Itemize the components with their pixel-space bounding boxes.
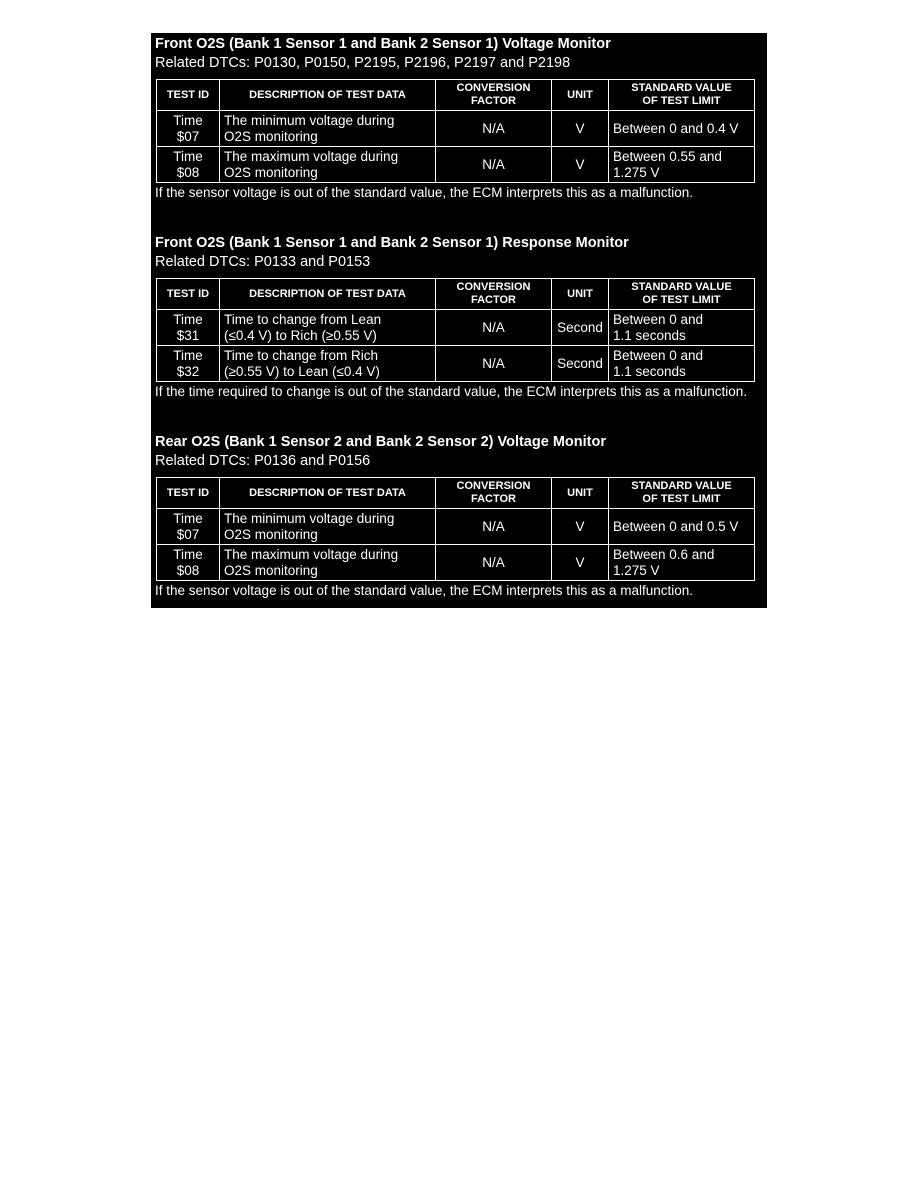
test-data-table — [156, 477, 755, 581]
header-standard-line1: STANDARD VALUE — [631, 82, 732, 94]
table-row — [157, 545, 755, 581]
description-line1: The maximum voltage during — [224, 148, 399, 164]
conversion-cell: N/A — [436, 346, 552, 382]
header-standard-line1: STANDARD VALUE — [631, 281, 732, 293]
section-note: If the sensor voltage is out of the standard value, the ECM interprets this as a malfunction. — [155, 583, 694, 598]
standard-line2: 1.1 seconds — [613, 327, 686, 343]
test-id-line2: $31 — [176, 327, 200, 343]
header-description: DESCRIPTION OF TEST DATA — [220, 478, 436, 509]
standard-value-cell — [609, 111, 755, 147]
description-line2: (≤0.4 V) to Rich (≥0.55 V) — [224, 327, 377, 343]
conversion-cell: N/A — [436, 545, 552, 581]
section-front-response-monitor — [155, 234, 759, 401]
header-standard-line2: OF TEST LIMIT — [642, 294, 721, 306]
header-conversion-line2: FACTOR — [470, 493, 517, 505]
test-id-cell — [157, 111, 220, 147]
standard-line2: 1.1 seconds — [613, 363, 686, 379]
test-id-cell — [157, 147, 220, 183]
standard-line1: Between 0.55 and — [613, 148, 722, 164]
test-id-cell — [157, 545, 220, 581]
description-cell — [220, 111, 436, 147]
description-cell — [220, 509, 436, 545]
header-conversion-line2: FACTOR — [470, 95, 517, 107]
header-standard-line1: STANDARD VALUE — [631, 480, 732, 492]
test-id-line2: $07 — [176, 128, 200, 144]
table-row — [157, 509, 755, 545]
description-line2: O2S monitoring — [224, 562, 318, 578]
description-cell — [220, 545, 436, 581]
section-subtitle: Related DTCs: P0130, P0150, P2195, P2196, P2197 and P2198 — [155, 55, 571, 71]
conversion-cell: N/A — [436, 310, 552, 346]
standard-value-cell — [609, 509, 755, 545]
standard-value-cell — [609, 346, 755, 382]
description-line1: Time to change from Rich — [224, 347, 379, 363]
header-standard-line2: OF TEST LIMIT — [642, 493, 721, 505]
section-subtitle: Related DTCs: P0136 and P0156 — [155, 453, 371, 469]
description-line1: The minimum voltage during — [224, 510, 395, 526]
header-description: DESCRIPTION OF TEST DATA — [220, 279, 436, 310]
header-unit: UNIT — [552, 80, 609, 111]
description-cell — [220, 310, 436, 346]
description-line2: O2S monitoring — [224, 526, 318, 542]
section-title: Front O2S (Bank 1 Sensor 1 and Bank 2 Sensor 1) Response Monitor — [155, 235, 629, 251]
header-test-id: TEST ID — [157, 478, 220, 509]
header-unit: UNIT — [552, 279, 609, 310]
test-data-table — [156, 278, 755, 382]
unit-cell: V — [552, 545, 609, 581]
section-rear-voltage-monitor — [155, 433, 759, 600]
description-cell — [220, 346, 436, 382]
header-standard-line2: OF TEST LIMIT — [642, 95, 721, 107]
standard-value-cell — [609, 147, 755, 183]
table-row — [157, 111, 755, 147]
test-id-line2: $32 — [176, 363, 200, 379]
test-id-line1: Time — [173, 311, 203, 327]
test-id-line2: $08 — [176, 562, 200, 578]
standard-line1: Between 0 and 0.5 V — [613, 518, 739, 534]
section-note: If the sensor voltage is out of the standard value, the ECM interprets this as a malfunction. — [155, 185, 694, 200]
unit-cell: V — [552, 147, 609, 183]
header-standard-value — [609, 80, 755, 111]
description-line2: (≥0.55 V) to Lean (≤0.4 V) — [224, 363, 380, 379]
test-id-line2: $07 — [176, 526, 200, 542]
header-conversion — [436, 279, 552, 310]
table-header-row — [157, 478, 755, 509]
description-line2: O2S monitoring — [224, 164, 318, 180]
description-line1: Time to change from Lean — [224, 311, 382, 327]
standard-line1: Between 0 and 0.4 V — [613, 120, 739, 136]
unit-cell: Second — [552, 346, 609, 382]
section-note: If the time required to change is out of the standard value, the ECM interprets this as a malfunction. — [155, 384, 748, 399]
header-conversion-line1: CONVERSION — [456, 480, 531, 492]
header-standard-value — [609, 478, 755, 509]
standard-line2: 1.275 V — [613, 164, 660, 180]
header-standard-value — [609, 279, 755, 310]
description-line1: The minimum voltage during — [224, 112, 395, 128]
table-header-row — [157, 279, 755, 310]
header-conversion-line1: CONVERSION — [456, 82, 531, 94]
unit-cell: V — [552, 111, 609, 147]
header-conversion-line2: FACTOR — [470, 294, 517, 306]
table-row — [157, 310, 755, 346]
standard-line1: Between 0 and — [613, 347, 704, 363]
header-description: DESCRIPTION OF TEST DATA — [220, 80, 436, 111]
test-data-table — [156, 79, 755, 183]
header-conversion-line1: CONVERSION — [456, 281, 531, 293]
table-row — [157, 346, 755, 382]
section-title: Rear O2S (Bank 1 Sensor 2 and Bank 2 Sensor 2) Voltage Monitor — [155, 434, 606, 450]
standard-value-cell — [609, 310, 755, 346]
conversion-cell: N/A — [436, 111, 552, 147]
conversion-cell: N/A — [436, 509, 552, 545]
description-cell — [220, 147, 436, 183]
header-conversion — [436, 478, 552, 509]
test-id-line1: Time — [173, 112, 203, 128]
test-id-cell — [157, 346, 220, 382]
header-conversion — [436, 80, 552, 111]
test-id-line1: Time — [173, 510, 203, 526]
standard-line1: Between 0 and — [613, 311, 704, 327]
table-row — [157, 147, 755, 183]
test-id-cell — [157, 310, 220, 346]
document-panel — [151, 33, 767, 608]
unit-cell: V — [552, 509, 609, 545]
test-id-line1: Time — [173, 347, 203, 363]
section-title: Front O2S (Bank 1 Sensor 1 and Bank 2 Sensor 1) Voltage Monitor — [155, 36, 611, 52]
header-unit: UNIT — [552, 478, 609, 509]
test-id-line1: Time — [173, 148, 203, 164]
table-header-row — [157, 80, 755, 111]
standard-line2: 1.275 V — [613, 562, 660, 578]
header-test-id: TEST ID — [157, 80, 220, 111]
test-id-cell — [157, 509, 220, 545]
conversion-cell: N/A — [436, 147, 552, 183]
standard-value-cell — [609, 545, 755, 581]
section-front-voltage-monitor — [155, 35, 759, 202]
test-id-line2: $08 — [176, 164, 200, 180]
standard-line1: Between 0.6 and — [613, 546, 715, 562]
test-id-line1: Time — [173, 546, 203, 562]
description-line2: O2S monitoring — [224, 128, 318, 144]
section-subtitle: Related DTCs: P0133 and P0153 — [155, 254, 371, 270]
header-test-id: TEST ID — [157, 279, 220, 310]
description-line1: The maximum voltage during — [224, 546, 399, 562]
unit-cell: Second — [552, 310, 609, 346]
